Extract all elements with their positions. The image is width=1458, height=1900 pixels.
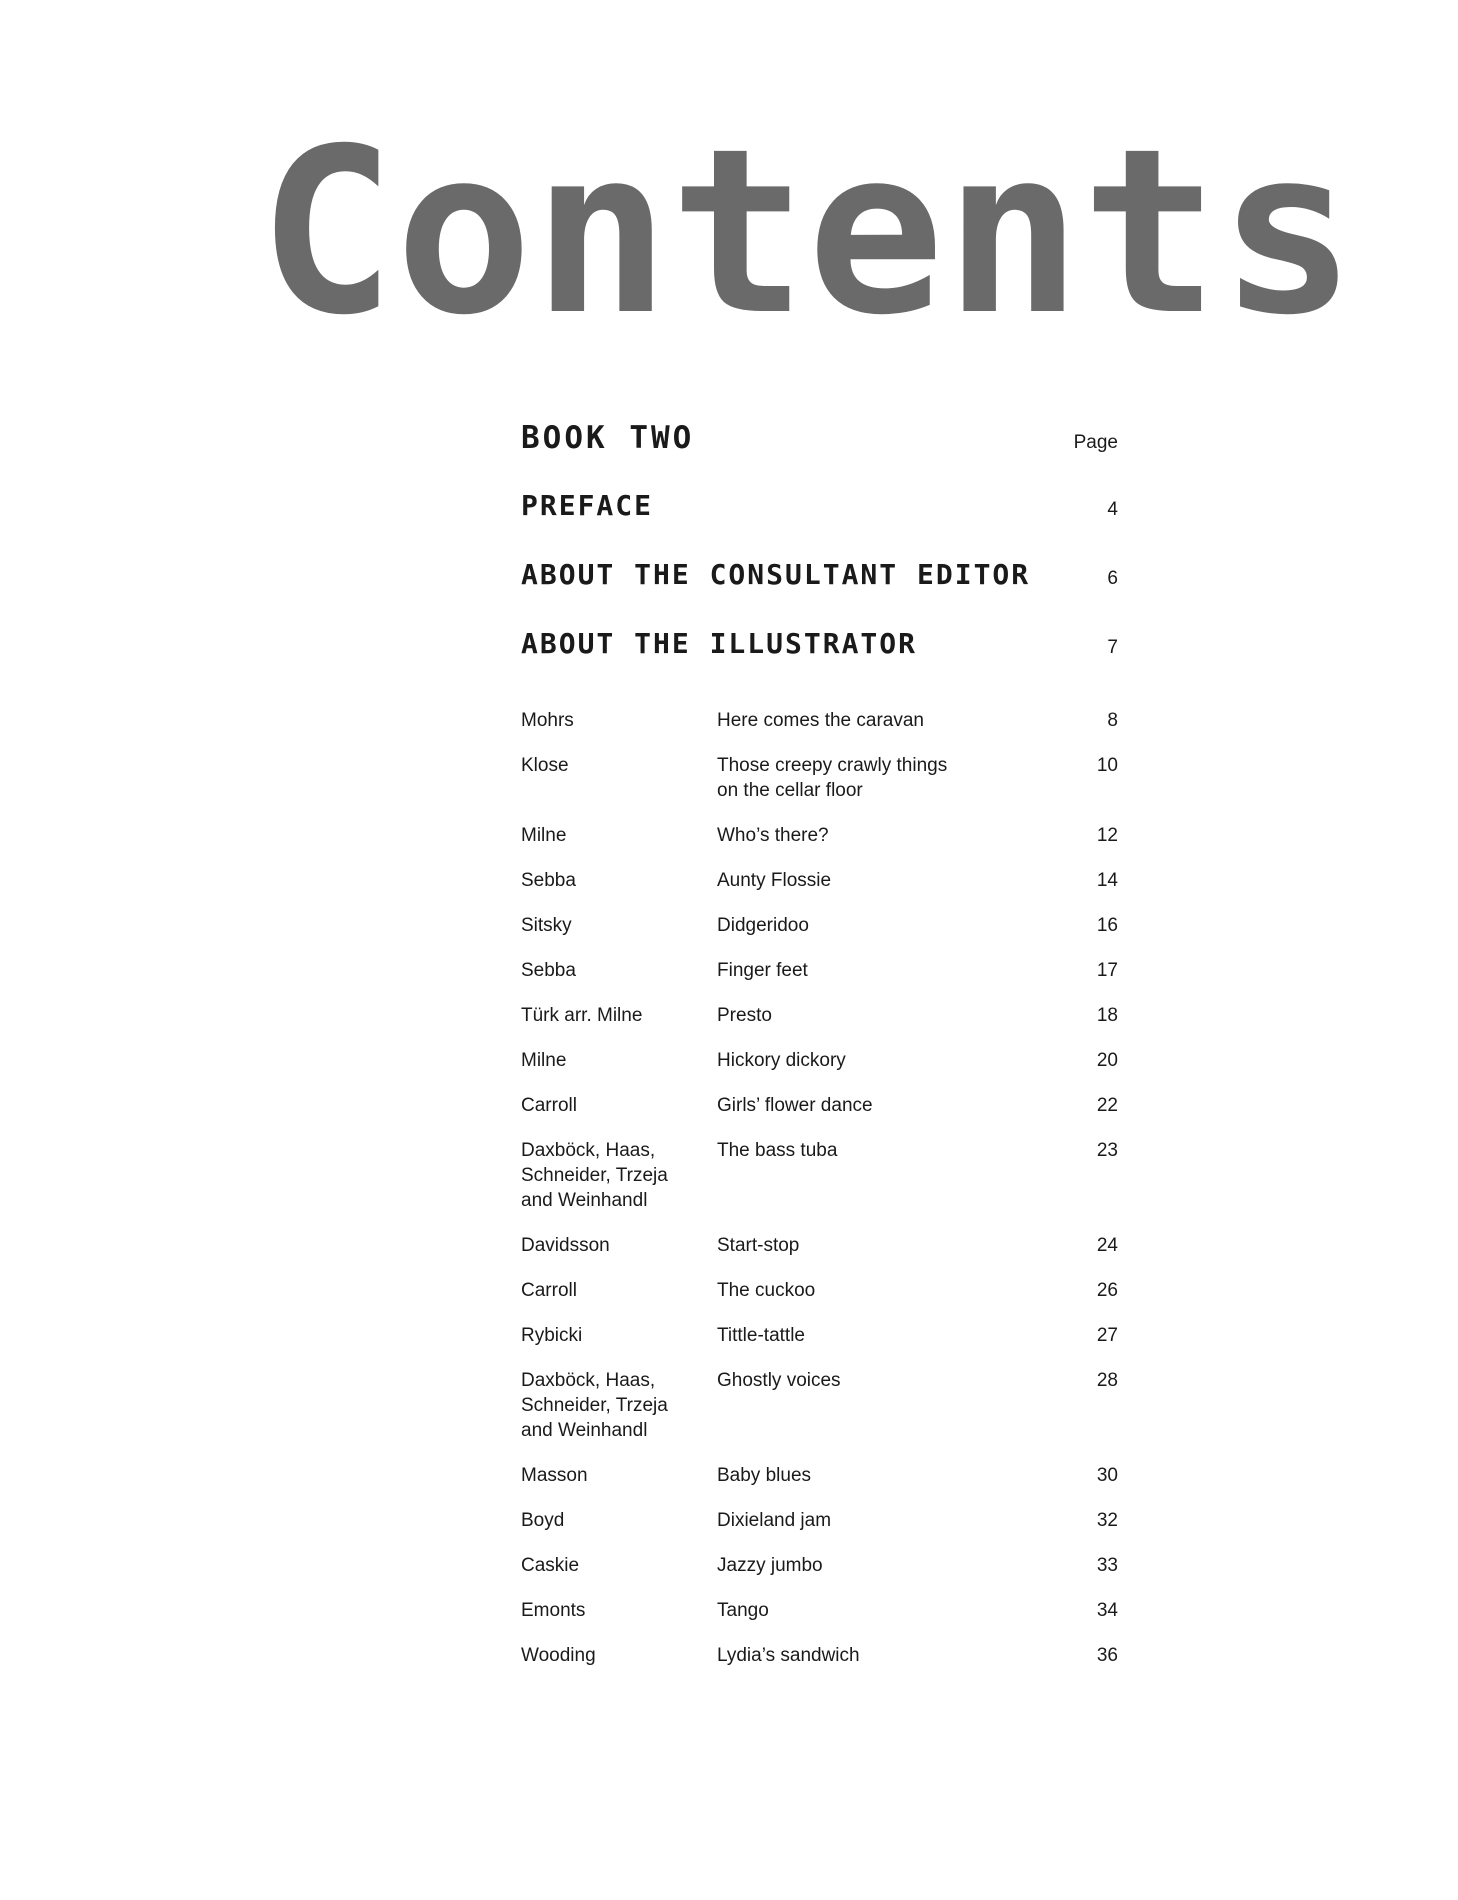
title-line: The bass tuba — [717, 1140, 838, 1161]
piece-title — [717, 868, 1058, 893]
title-line: Ghostly voices — [717, 1370, 841, 1391]
piece-title — [717, 1508, 1058, 1533]
toc-entry — [521, 708, 1118, 733]
page-number: 8 — [1107, 710, 1118, 731]
composer-name — [521, 1048, 717, 1073]
toc-entry — [521, 1278, 1118, 1303]
title-line: Here comes the caravan — [717, 710, 924, 731]
toc-entry — [521, 753, 1118, 803]
page-number: 30 — [1096, 1465, 1118, 1486]
piece-title — [717, 1323, 1058, 1348]
page-number: 24 — [1096, 1235, 1118, 1256]
piece-list — [521, 708, 1118, 1668]
page-number: 20 — [1096, 1050, 1118, 1071]
toc-entry — [521, 1463, 1118, 1488]
page-number: 34 — [1096, 1600, 1118, 1621]
composer-line: Schneider, Trzeja — [521, 1165, 668, 1186]
section-page-number: 7 — [1107, 637, 1118, 658]
title-line: Who’s there? — [717, 825, 829, 846]
title-line: Lydia’s sandwich — [717, 1645, 860, 1666]
composer-line: Davidsson — [521, 1235, 610, 1256]
piece-title — [717, 1368, 1058, 1393]
composer-name — [521, 868, 717, 893]
composer-line: Schneider, Trzeja — [521, 1395, 668, 1416]
page-number: 32 — [1096, 1510, 1118, 1531]
composer-name — [521, 708, 717, 733]
page-number: 26 — [1096, 1280, 1118, 1301]
toc-entry — [521, 823, 1118, 848]
toc-entry — [521, 1553, 1118, 1578]
toc-entry — [521, 1323, 1118, 1348]
composer-line: Caskie — [521, 1555, 580, 1576]
page-number: 18 — [1096, 1005, 1118, 1026]
page-number: 17 — [1096, 960, 1118, 981]
piece-title — [717, 1463, 1058, 1488]
page-number: 27 — [1096, 1325, 1118, 1346]
composer-name — [521, 958, 717, 983]
toc-entry — [521, 1003, 1118, 1028]
section-row — [521, 558, 1118, 627]
piece-title — [717, 1278, 1058, 1303]
title-line: Baby blues — [717, 1465, 812, 1486]
composer-name — [521, 1278, 717, 1303]
page-title: Contents — [258, 99, 1357, 365]
page-number: 36 — [1096, 1645, 1118, 1666]
section-page-number: 6 — [1107, 568, 1118, 589]
composer-line: Sebba — [521, 870, 576, 891]
piece-title — [717, 753, 1058, 803]
section-row — [521, 489, 1118, 558]
composer-line: Carroll — [521, 1095, 577, 1116]
composer-line: Mohrs — [521, 710, 574, 731]
page-number: 22 — [1096, 1095, 1118, 1116]
page-column-header: Page — [1073, 432, 1118, 453]
title-line: Jazzy jumbo — [717, 1555, 823, 1576]
title-line: Hickory dickory — [717, 1050, 846, 1071]
table-of-contents — [521, 420, 1118, 1688]
page-number: 12 — [1096, 825, 1118, 846]
composer-name — [521, 1093, 717, 1118]
section-page-number: 4 — [1107, 499, 1118, 520]
composer-line: Milne — [521, 825, 567, 846]
toc-entry — [521, 1138, 1118, 1213]
title-line: on the cellar floor — [717, 780, 863, 801]
toc-entry — [521, 1508, 1118, 1533]
title-line: Didgeridoo — [717, 915, 809, 936]
composer-line: Boyd — [521, 1510, 565, 1531]
piece-title — [717, 1553, 1058, 1578]
page-number: 16 — [1096, 915, 1118, 936]
composer-name — [521, 753, 717, 778]
composer-line: Emonts — [521, 1600, 586, 1621]
title-line: Girls’ flower dance — [717, 1095, 873, 1116]
composer-line: and Weinhandl — [521, 1420, 648, 1441]
piece-title — [717, 1138, 1058, 1163]
title-line: The cuckoo — [717, 1280, 816, 1301]
composer-name — [521, 1643, 717, 1668]
title-line: Those creepy crawly things — [717, 755, 948, 776]
section-label: ABOUT THE CONSULTANT EDITOR — [521, 558, 1031, 591]
title-line: Dixieland jam — [717, 1510, 832, 1531]
composer-line: Daxböck, Haas, — [521, 1370, 656, 1391]
title-line: Aunty Flossie — [717, 870, 832, 891]
composer-name — [521, 913, 717, 938]
composer-name — [521, 1598, 717, 1623]
composer-line: Masson — [521, 1465, 588, 1486]
piece-title — [717, 913, 1058, 938]
section-label: PREFACE — [521, 489, 654, 522]
composer-name — [521, 1003, 717, 1028]
section-row — [521, 627, 1118, 696]
composer-name — [521, 1138, 717, 1213]
toc-entry — [521, 868, 1118, 893]
toc-entry — [521, 1598, 1118, 1623]
toc-entry — [521, 913, 1118, 938]
page-number: 14 — [1096, 870, 1118, 891]
piece-title — [717, 1233, 1058, 1258]
front-matter-sections — [521, 489, 1118, 696]
composer-line: Sebba — [521, 960, 576, 981]
page-number: 33 — [1096, 1555, 1118, 1576]
composer-name — [521, 1323, 717, 1348]
toc-entry — [521, 958, 1118, 983]
section-label: ABOUT THE ILLUSTRATOR — [521, 627, 918, 660]
composer-line: Milne — [521, 1050, 567, 1071]
page-number: 10 — [1096, 755, 1118, 776]
composer-line: Wooding — [521, 1645, 596, 1666]
composer-line: and Weinhandl — [521, 1190, 648, 1211]
composer-name — [521, 1508, 717, 1533]
piece-title — [717, 1093, 1058, 1118]
composer-line: Sitsky — [521, 915, 572, 936]
piece-title — [717, 958, 1058, 983]
piece-title — [717, 1598, 1058, 1623]
piece-title — [717, 1048, 1058, 1073]
composer-name — [521, 1463, 717, 1488]
title-line: Start-stop — [717, 1235, 800, 1256]
composer-line: Rybicki — [521, 1325, 583, 1346]
toc-entry — [521, 1048, 1118, 1073]
composer-line: Daxböck, Haas, — [521, 1140, 656, 1161]
composer-line: Carroll — [521, 1280, 577, 1301]
composer-name — [521, 823, 717, 848]
piece-title — [717, 823, 1058, 848]
composer-line: Klose — [521, 755, 569, 776]
composer-line: Türk arr. Milne — [521, 1005, 643, 1026]
piece-title — [717, 708, 1058, 733]
title-line: Tango — [717, 1600, 769, 1621]
toc-entry — [521, 1643, 1118, 1668]
composer-name — [521, 1553, 717, 1578]
book-heading-row — [521, 420, 1118, 489]
title-line: Presto — [717, 1005, 772, 1026]
toc-entry — [521, 1233, 1118, 1258]
title-line: Finger feet — [717, 960, 808, 981]
piece-title — [717, 1003, 1058, 1028]
piece-title — [717, 1643, 1058, 1668]
composer-name — [521, 1233, 717, 1258]
page-number: 23 — [1096, 1140, 1118, 1161]
page-number: 28 — [1096, 1370, 1118, 1391]
composer-name — [521, 1368, 717, 1443]
title-line: Tittle-tattle — [717, 1325, 805, 1346]
toc-entry — [521, 1093, 1118, 1118]
toc-entry — [521, 1368, 1118, 1443]
book-heading: BOOK TWO — [521, 420, 695, 456]
